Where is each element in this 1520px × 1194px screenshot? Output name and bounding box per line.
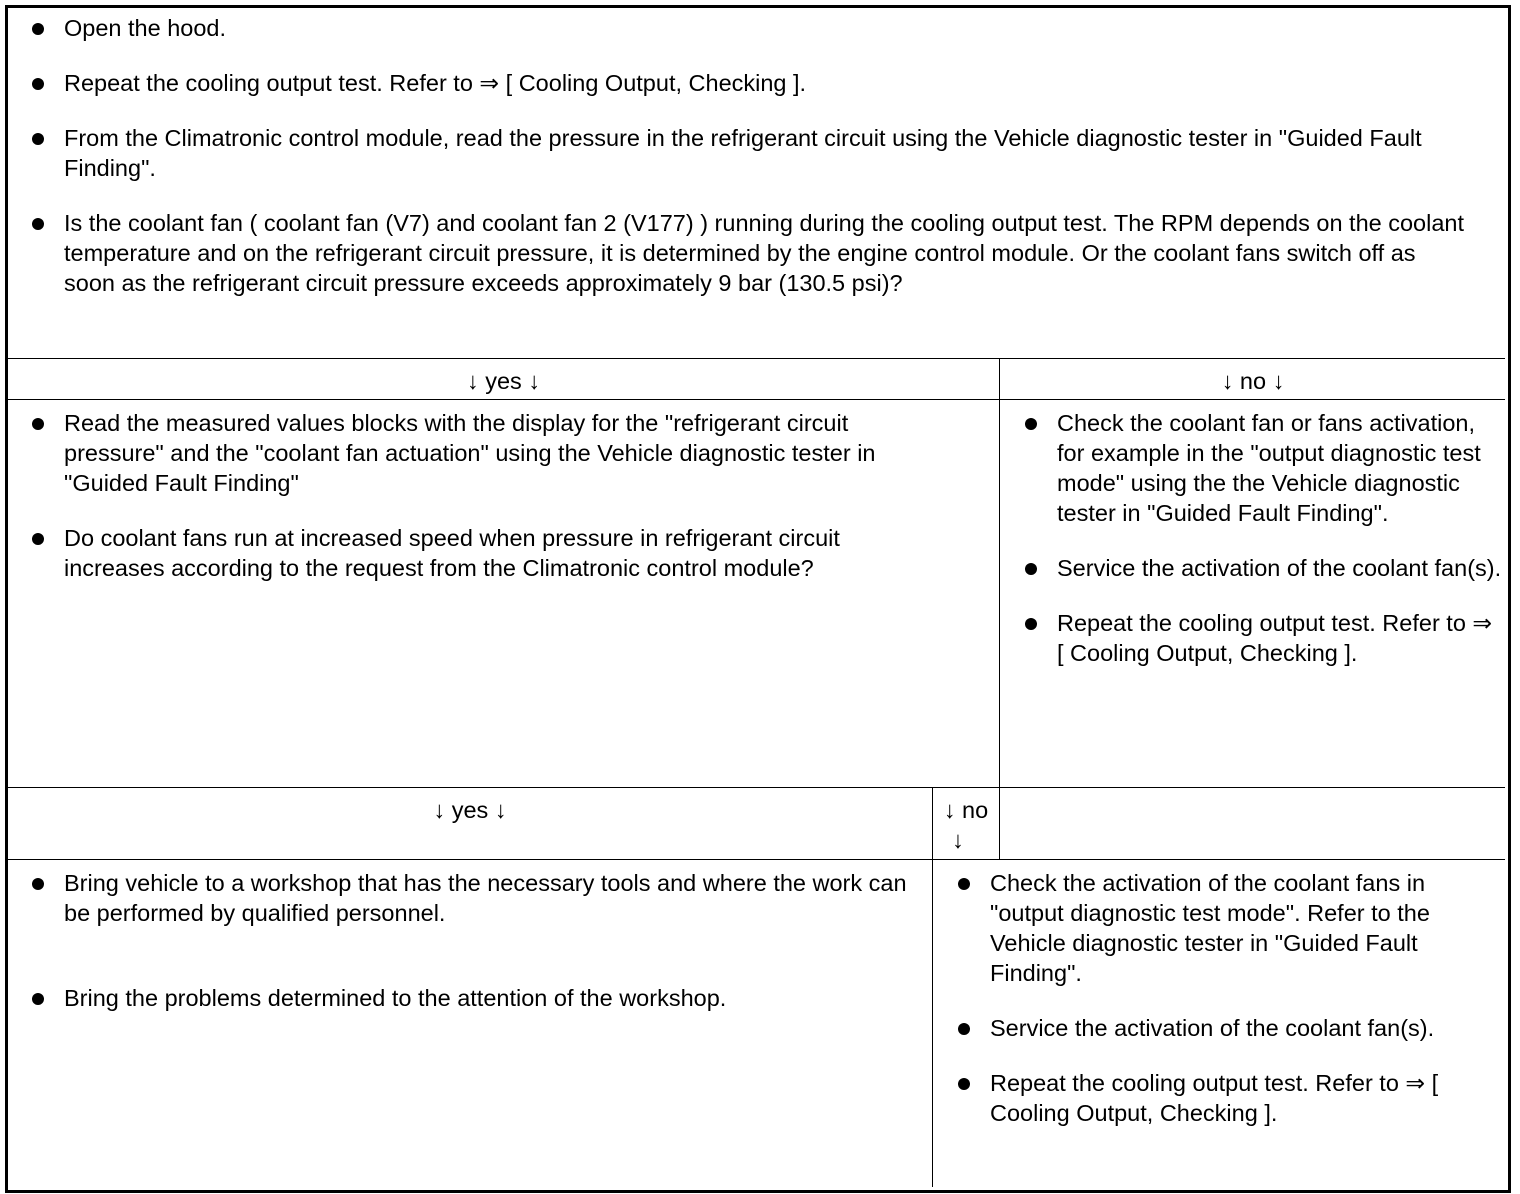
- list-item: Check the activation of the coolant fans in "output diagnostic test mode". Refer to the Vehicle diagnostic tester in "Guided Fault Finding".: [934, 868, 1465, 988]
- branch2-yes-cell: [8, 868, 931, 1038]
- branch1-no-header: ↓ no ↓: [1221, 368, 1285, 394]
- bullet-icon: [1025, 563, 1037, 575]
- row-divider-2: [8, 399, 1505, 400]
- list-item: Open the hood.: [8, 13, 1498, 43]
- list-item: Check the coolant fan or fans activation, for example in the "output diagnostic test mode" using the the Vehicle diagnostic tester in "Guided Fault Finding".: [1001, 408, 1505, 528]
- list-item: From the Climatronic control module, read the pressure in the refrigerant circuit using the Vehicle diagnostic tester in "Guided Fault Finding".: [8, 123, 1498, 183]
- intro-steps: [8, 13, 1498, 298]
- bullet-icon: [32, 133, 44, 145]
- intro-section: [8, 13, 1498, 323]
- branch2-no-cell: [934, 868, 1505, 1153]
- row-divider-3: [8, 787, 1505, 788]
- list-item: Bring vehicle to a workshop that has the necessary tools and where the work can be performed by qualified personnel.: [8, 868, 921, 928]
- list-item: Service the activation of the coolant fan(s).: [934, 1013, 1465, 1043]
- bullet-icon: [1025, 418, 1037, 430]
- bullet-icon: [32, 878, 44, 890]
- list-item: Is the coolant fan ( coolant fan (V7) and coolant fan 2 (V177) ) running during the cooling output test. The RPM depends on the coolant temperature and on the refrigerant circuit pressure, it is determined by the engine control module. Or the coolant fans switch off as soon as the refrigerant circuit pressure exceeds approximately 9 bar (130.5 psi)?: [8, 208, 1498, 298]
- bullet-icon: [958, 878, 970, 890]
- row-divider-1: [8, 358, 1505, 359]
- list-item: Repeat the cooling output test. Refer to ⇒ [ Cooling Output, Checking ].: [8, 68, 1498, 98]
- list-item: Service the activation of the coolant fan(s).: [1001, 553, 1505, 583]
- row-divider-4: [8, 859, 1505, 860]
- bullet-icon: [1025, 618, 1037, 630]
- list-item: Read the measured values blocks with the display for the "refrigerant circuit pressure" and the "coolant fan actuation" using the Vehicle diagnostic tester in "Guided Fault Finding": [8, 408, 943, 498]
- branch1-no-cell: [1001, 408, 1505, 693]
- column-divider-2: [932, 787, 933, 1187]
- branch1-yes-cell: [8, 408, 998, 608]
- bullet-icon: [32, 533, 44, 545]
- branch2-no-header: ↓ no ↓: [943, 797, 989, 853]
- bullet-icon: [958, 1023, 970, 1035]
- list-item: Repeat the cooling output test. Refer to ⇒ [ Cooling Output, Checking ].: [934, 1068, 1465, 1128]
- column-divider-1: [999, 358, 1000, 860]
- bullet-icon: [32, 23, 44, 35]
- branch2-yes-header: ↓ yes ↓: [433, 797, 507, 823]
- bullet-icon: [32, 418, 44, 430]
- bullet-icon: [958, 1078, 970, 1090]
- list-item: Do coolant fans run at increased speed when pressure in refrigerant circuit increases according to the request from the Climatronic control module?: [8, 523, 943, 583]
- bullet-icon: [32, 78, 44, 90]
- bullet-icon: [32, 993, 44, 1005]
- list-item: Bring the problems determined to the attention of the workshop.: [8, 983, 921, 1013]
- list-item: Repeat the cooling output test. Refer to ⇒ [ Cooling Output, Checking ].: [1001, 608, 1505, 668]
- bullet-icon: [32, 218, 44, 230]
- branch1-yes-header: ↓ yes ↓: [466, 368, 541, 394]
